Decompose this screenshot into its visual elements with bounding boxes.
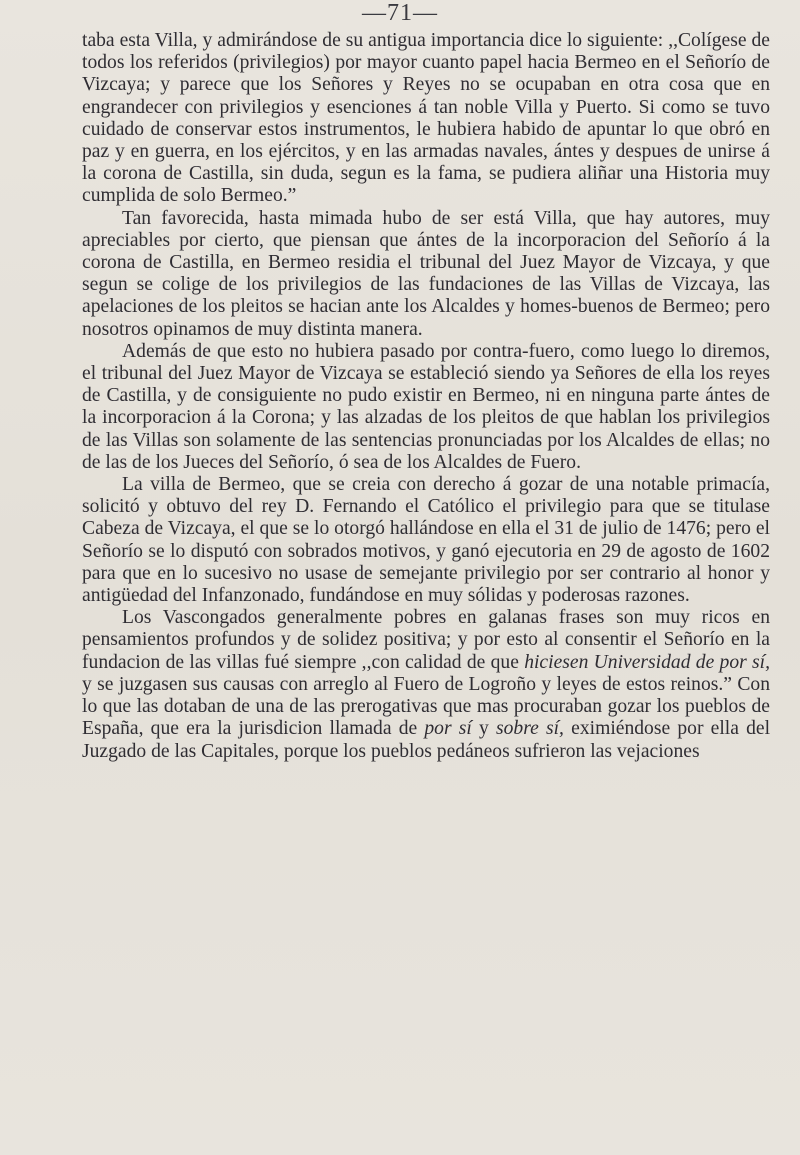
paragraph-text: y se juzgasen sus causas con arreglo al Fuero de Logroño y leyes de estos reinos.” Con lo que las dotaban de una de las prerogativas que mas procuraban gozar los pueblos de España, que era la jurisdicion llamada de bbox=[82, 673, 770, 740]
paragraph bbox=[82, 208, 770, 341]
italic-text: hiciesen Universidad de por sí, bbox=[524, 651, 770, 673]
paragraph bbox=[82, 341, 770, 474]
paragraph-text: y bbox=[471, 718, 496, 740]
paragraph-text: La villa de Bermeo, que se creia con derecho á gozar de una notable primacía, solicitó y obtuvo del rey D. Fernando el Católico el privilegio para que se titulase Cabeza de Vizcaya, el que se lo otorgó hallándose en ella el 31 de julio de 1476; pero el Señorío se lo disputó con sobrados motivos, y ganó ejecutoria en 29 de agosto de 1602 para que en lo sucesivo no usase de semejante privilegio por ser contrario al honor y antigüedad del Infanzonado, fundándose en muy sólidas y poderosas razones. bbox=[82, 474, 770, 607]
paragraph-text: Los Vascongados generalmente pobres en galanas frases son muy ricos en pensamientos profundos y de solidez positiva; y por esto al consentir el Señorío en la fundacion de las villas fué siempre ,,con calidad de que bbox=[82, 607, 770, 673]
italic-text: sobre sí, bbox=[496, 718, 564, 740]
italic-text: por sí bbox=[424, 718, 472, 740]
paragraph bbox=[82, 30, 770, 208]
paragraph bbox=[82, 474, 770, 607]
page-number: —71— bbox=[362, 0, 438, 26]
paragraph-text: Además de que esto no hubiera pasado por contra-fuero, como luego lo diremos, el tribunal del Juez Mayor de Vizcaya se estableció siendo ya Señores de ella los reyes de Castilla, y de consiguiente no pudo existir en Bermeo, ni en ninguna parte ántes de la incorporacion á la Corona; y las alzadas de los pleitos de que hablan los privilegios de las Villas son solamente de las sentencias pronunciadas por los Alcaldes de ellas; no de las de los Jueces del Señorío, ó sea de los Alcaldes de Fuero. bbox=[82, 340, 770, 473]
paragraph-text: eximiéndose por ella del Juzgado de las Capitales, porque los pueblos pedáneos sufrieron las vejaciones bbox=[82, 718, 771, 762]
paragraph-text: Tan favorecida, hasta mimada hubo de ser está Villa, que hay autores, muy apreciables por cierto, que piensan que ántes de la incorporacion del Señorío á la corona de Castilla, en Bermeo residia el tribunal del Juez Mayor de Vizcaya, y que segun se colige de los privilegios de las fundaciones de las Villas de Vizcaya, las apelaciones de los pleitos se hacian ante los Alcaldes y homes-buenos de Bermeo; pero nosotros opinamos de muy distinta manera. bbox=[82, 207, 770, 340]
paragraph-text: taba esta Villa, y admirándose de su antigua importancia dice lo siguiente: ,,Colígese de todos los referidos (privilegios) por mayor cuanto papel hacia Bermeo en el Señorío de Vizcaya; y parece que los Señores y Reyes no se ocupaban en otra cosa que en engrandecer con privilegios y esenciones á tan noble Villa y Puerto. Si como se tuvo cuidado de conservar estos instrumentos, le hubiera habido de apuntar lo que obró en paz y en guerra, en los ejércitos, y en las armadas navales, ántes y despues de unirse á la corona de Castilla, sin duda, segun es la fama, se pudiera aliñar una Historia muy cumplida de solo Bermeo.” bbox=[82, 30, 770, 207]
paragraph bbox=[82, 607, 770, 762]
body-text bbox=[82, 30, 770, 763]
